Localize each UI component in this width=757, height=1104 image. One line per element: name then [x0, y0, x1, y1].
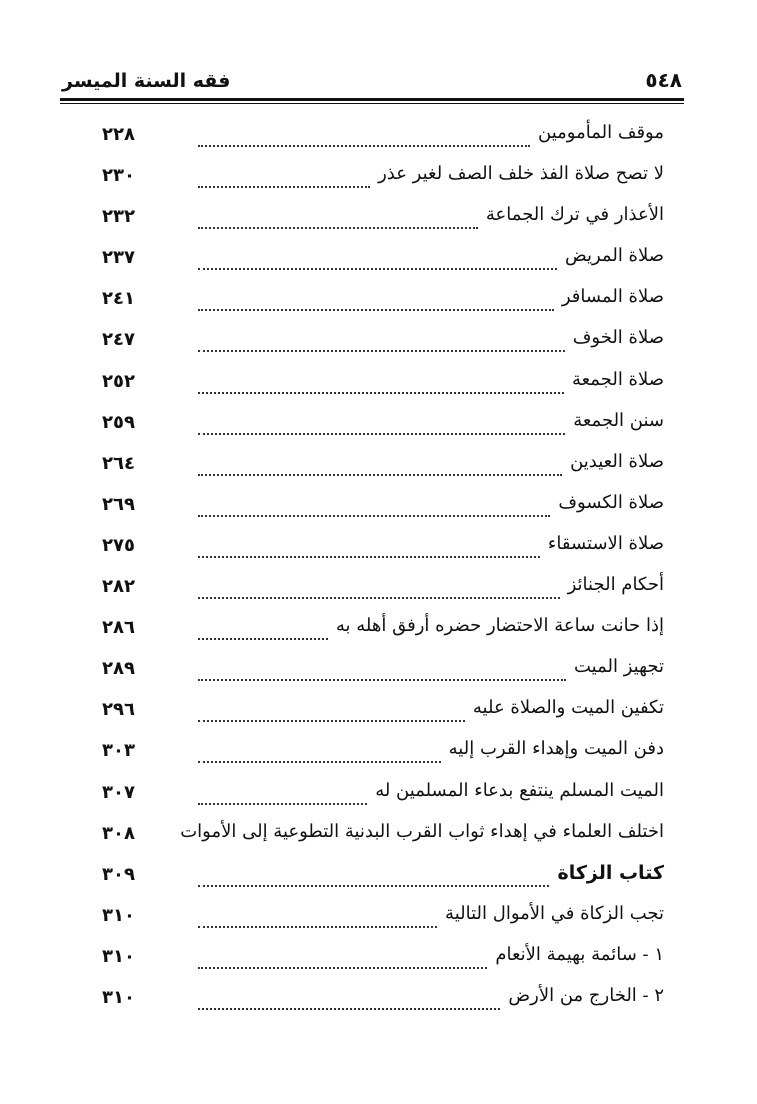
toc-entry-label: سنن الجمعة	[573, 409, 664, 431]
toc-entry-text	[574, 656, 664, 677]
toc-page-number: ٣١٠	[102, 904, 135, 926]
toc-page-number: ٢٢٨	[102, 124, 135, 145]
toc-entry-label: تجهيز الميت	[573, 656, 664, 678]
toc-entry-label: تجب الزكاة في الأموال التالية	[445, 902, 664, 924]
dot-leader	[198, 556, 540, 558]
dot-leader	[198, 145, 530, 147]
toc-entry-text	[180, 821, 664, 842]
dot-leader	[198, 720, 465, 722]
toc-entry-text	[508, 985, 664, 1006]
toc-entry-label: صلاة العيدين	[570, 450, 664, 472]
toc-entry	[98, 899, 664, 940]
toc-section-heading	[98, 858, 664, 899]
toc-entry-label: صلاة الجمعة	[571, 368, 664, 390]
toc-entry-text	[473, 697, 664, 718]
toc-entry-label: كتاب الزكاة	[557, 861, 664, 884]
toc-entry	[98, 611, 664, 652]
toc-entry-text	[486, 204, 664, 225]
toc-page-number: ٢٨٦	[102, 617, 135, 639]
toc-entry	[98, 652, 664, 693]
toc-page-number: ٣٠٣	[102, 740, 135, 762]
toc-page-number: ٢٩٦	[102, 699, 135, 721]
dot-leader	[198, 885, 549, 887]
toc-entry-label: الأعذار في ترك الجماعة	[485, 204, 664, 226]
toc-entry-label: صلاة الاستسقاء	[547, 532, 664, 554]
toc-entry	[98, 241, 664, 282]
dot-leader	[198, 803, 367, 805]
toc-entry-text	[445, 903, 664, 924]
toc-entry	[98, 159, 664, 200]
toc-entry-text	[558, 492, 664, 513]
toc-entry-text	[570, 451, 664, 472]
toc-entry-label: دفن الميت وإهداء القرب إليه	[448, 738, 664, 760]
toc-entry	[98, 940, 664, 981]
dot-leader	[198, 309, 554, 311]
toc-page-number: ٢٣٧	[102, 247, 135, 269]
dot-leader	[198, 679, 566, 681]
dot-leader	[198, 350, 565, 352]
toc-entry-label: ٢ - الخارج من الأرض	[508, 984, 664, 1006]
toc-entry-label: إذا حانت ساعة الاحتضار حضره أرفق أهله به	[335, 615, 664, 637]
toc-entry-label: ١ - سائمة بهيمة الأنعام	[495, 943, 664, 965]
toc-entry-text	[562, 286, 664, 307]
toc-page-number: ٢٤١	[102, 288, 135, 310]
dot-leader	[198, 474, 562, 476]
toc-entry-label: لا تصح صلاة الفذ خلف الصف لغير عذر	[378, 163, 664, 185]
toc-entry-text	[548, 533, 664, 554]
toc-entry	[98, 570, 664, 611]
toc-entry-text	[378, 163, 664, 184]
toc-entry-text	[572, 369, 664, 390]
toc-page-number: ٢٤٧	[102, 329, 135, 351]
toc-entry	[98, 488, 664, 529]
toc-entry	[98, 365, 664, 406]
dot-leader	[198, 638, 328, 640]
toc-entry-label: موقف المأمومين	[538, 122, 664, 143]
toc-entry-label: صلاة المسافر	[561, 286, 664, 308]
toc-entry-label: صلاة الكسوف	[558, 491, 664, 513]
toc-page-number: ٣١٠	[102, 945, 135, 967]
toc-entry	[98, 693, 664, 734]
page-header	[62, 66, 682, 96]
toc-entry-label: اختلف العلماء في إهداء ثواب القرب البدنية التطوعية إلى الأموات	[180, 820, 664, 842]
book-title: فقه السنة الميسر	[62, 70, 231, 92]
toc-page-number: ٣٠٩	[102, 863, 135, 885]
toc-page-number: ٣٠٧	[102, 781, 135, 803]
toc-entry-text	[336, 615, 664, 636]
dot-leader	[198, 392, 564, 394]
toc-page-number: ٣٠٨	[102, 822, 135, 844]
toc-entry	[98, 776, 664, 817]
toc-page-number: ٢٨٢	[102, 576, 135, 598]
toc-entry-text	[557, 862, 664, 884]
dot-leader	[198, 597, 560, 599]
toc-entry-label: أحكام الجنائز	[567, 574, 664, 596]
dot-leader	[198, 186, 370, 188]
toc-entry	[98, 118, 664, 159]
toc-page-number: ٣١٠	[102, 986, 135, 1008]
toc-entry-label: صلاة الخوف	[572, 327, 664, 349]
toc-entry	[98, 406, 664, 447]
toc-entry-text	[573, 327, 664, 348]
dot-leader	[198, 268, 557, 270]
toc-page-number: ٢٨٩	[102, 658, 135, 680]
toc-page-number: ٢٧٥	[102, 534, 135, 556]
toc-entry-text	[568, 574, 664, 595]
toc-entry-text	[573, 410, 664, 431]
toc-page-number: ٢٣٢	[102, 206, 135, 228]
toc-entry-label: صلاة المريض	[564, 245, 664, 267]
dot-leader	[198, 761, 441, 763]
dot-leader	[198, 926, 437, 928]
toc-entry	[98, 200, 664, 241]
toc-entry	[98, 529, 664, 570]
dot-leader	[198, 433, 565, 435]
header-rule-thin	[60, 103, 684, 104]
toc-entry-text	[375, 780, 664, 801]
toc-entry-text	[565, 245, 664, 266]
toc-entry-label: تكفين الميت والصلاة عليه	[472, 697, 664, 719]
toc-page-number: ٢٦٤	[102, 452, 135, 474]
toc-page-number: ٢٥٩	[102, 411, 135, 433]
page-number: ٥٤٨	[645, 68, 682, 92]
toc-page-number: ٢٥٢	[102, 370, 135, 392]
table-of-contents	[98, 118, 664, 1022]
toc-entry-label: الميت المسلم ينتفع بدعاء المسلمين له	[375, 779, 664, 801]
toc-page-number: ٢٦٩	[102, 493, 135, 515]
dot-leader	[198, 227, 478, 229]
toc-entry-text	[449, 738, 664, 759]
toc-entry-text	[538, 122, 664, 143]
toc-entry	[98, 282, 664, 323]
header-rule-thick	[60, 98, 684, 101]
toc-entry	[98, 734, 664, 775]
dot-leader	[198, 967, 487, 969]
toc-entry	[98, 981, 664, 1022]
dot-leader	[198, 515, 550, 517]
toc-entry	[98, 323, 664, 364]
toc-entry	[98, 447, 664, 488]
dot-leader	[198, 1008, 500, 1010]
toc-entry-text	[495, 944, 664, 965]
toc-page-number: ٢٣٠	[102, 165, 135, 187]
toc-entry	[98, 817, 664, 858]
